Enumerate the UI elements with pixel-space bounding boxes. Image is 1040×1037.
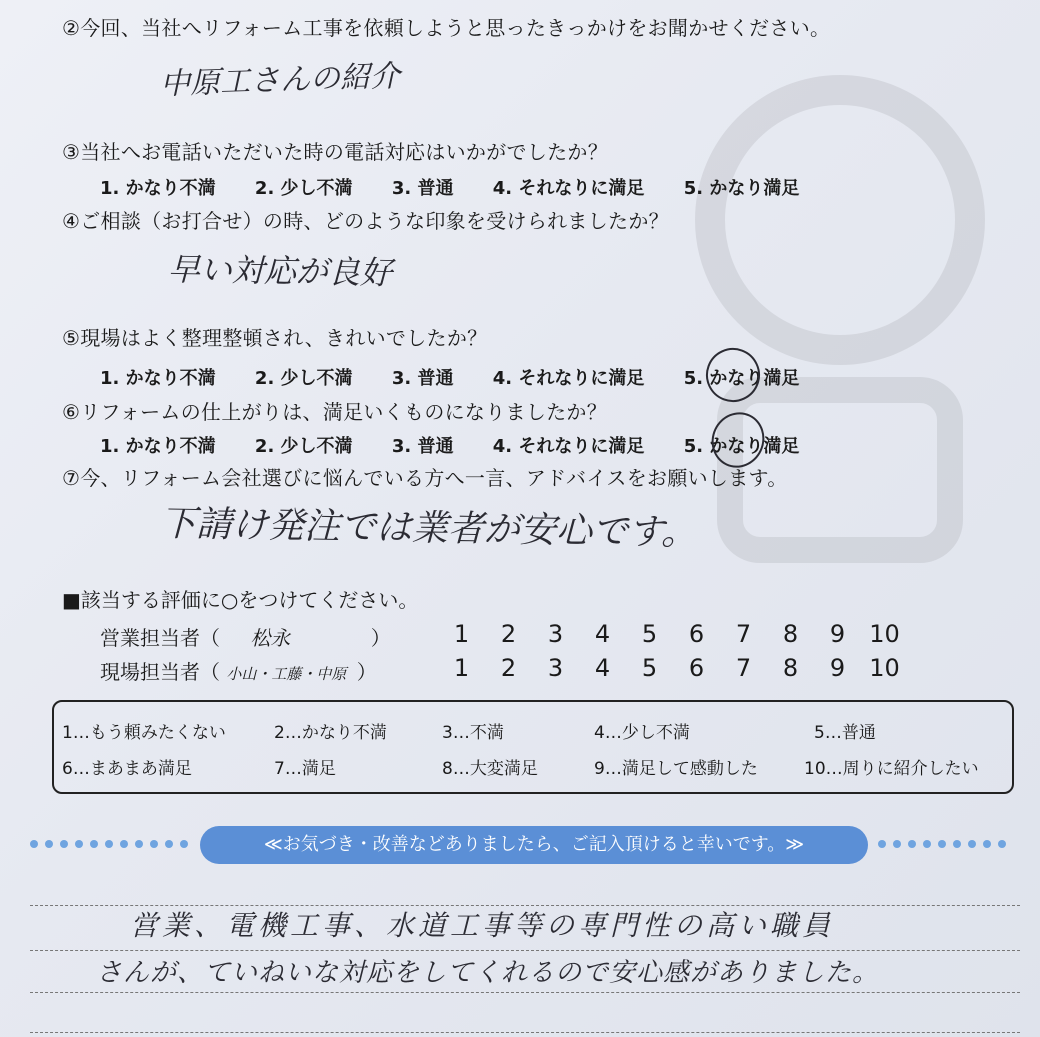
dot-row-left <box>30 838 188 850</box>
sales-staff-name: 松永 <box>250 626 291 650</box>
option-2[interactable]: 2. 少し不満 <box>254 368 353 389</box>
option-1[interactable]: 1. かなり不満 <box>100 178 216 199</box>
score-5[interactable]: 5 <box>641 654 658 682</box>
score-8[interactable]: 8 <box>782 620 799 648</box>
score-7[interactable]: 7 <box>735 654 752 682</box>
comment-rule <box>30 950 1020 951</box>
legend-7: 7…満足 <box>274 759 336 779</box>
option-3[interactable]: 3. 普通 <box>391 368 454 389</box>
option-5[interactable]: 5. かなり満足 <box>683 178 800 199</box>
dot-row-right <box>878 838 1006 850</box>
option-2[interactable]: 2. 少し不満 <box>254 436 353 457</box>
sales-staff-label: 営業担当者（ <box>100 626 220 650</box>
question-3: ③当社へお電話いただいた時の電話対応はいかがでしたか？ <box>62 140 609 164</box>
score-7[interactable]: 7 <box>735 620 752 648</box>
option-4[interactable]: 4. それなりに満足 <box>492 368 645 389</box>
option-2[interactable]: 2. 少し不満 <box>254 178 353 199</box>
site-staff-close: ） <box>356 660 377 684</box>
q6-options <box>100 432 799 458</box>
legend-2: 2…かなり不満 <box>274 723 387 743</box>
question-2: ②今回、当社へリフォーム工事を依頼しようと思ったきっかけをお聞かせください。 <box>62 16 831 40</box>
comment-line-1: 営業、電機工事、水道工事等の専門性の高い職員 <box>130 909 835 942</box>
answer-7-handwritten: 下請け発注では業者が安心です。 <box>159 503 698 554</box>
sales-staff-row <box>100 622 391 651</box>
option-5[interactable]: 5. かなり満足 <box>683 436 800 457</box>
rating-legend-box <box>52 700 1014 794</box>
q3-options <box>100 174 799 200</box>
score-3[interactable]: 3 <box>547 620 564 648</box>
comment-banner: ≪お気づき・改善などありましたら、ご記入頂けると幸いです。≫ <box>200 826 868 864</box>
option-5[interactable]: 5. かなり満足 <box>683 368 800 389</box>
score-2[interactable]: 2 <box>500 654 517 682</box>
legend-4: 4…少し不満 <box>594 723 690 743</box>
legend-8: 8…大変満足 <box>442 759 538 779</box>
site-staff-row <box>100 656 377 685</box>
score-4[interactable]: 4 <box>594 654 611 682</box>
score-10[interactable]: 10 <box>869 620 900 648</box>
score-6[interactable]: 6 <box>688 620 705 648</box>
score-3[interactable]: 3 <box>547 654 564 682</box>
sales-score-scale <box>438 620 908 648</box>
comment-rule <box>30 992 1020 993</box>
option-3[interactable]: 3. 普通 <box>391 436 454 457</box>
legend-10: 10…周りに紹介したい <box>804 759 979 779</box>
evaluation-heading: ■該当する評価に○をつけてください。 <box>62 588 419 612</box>
score-1[interactable]: 1 <box>453 654 470 682</box>
legend-6: 6…まあまあ満足 <box>62 759 192 779</box>
background-watermark <box>670 60 1000 620</box>
question-4: ④ご相談（お打合せ）の時、どのような印象を受けられましたか？ <box>62 209 669 233</box>
answer-4-handwritten: 早い対応が良好 <box>167 250 393 292</box>
score-9[interactable]: 9 <box>829 654 846 682</box>
score-10[interactable]: 10 <box>869 654 900 682</box>
legend-5: 5…普通 <box>814 723 876 743</box>
comment-rule <box>30 1032 1020 1033</box>
score-6[interactable]: 6 <box>688 654 705 682</box>
score-1[interactable]: 1 <box>453 620 470 648</box>
site-score-scale <box>438 654 908 682</box>
answer-2-handwritten: 中原工さんの紹介 <box>159 58 401 103</box>
score-9[interactable]: 9 <box>829 620 846 648</box>
question-5: ⑤現場はよく整理整頓され、きれいでしたか？ <box>62 326 488 350</box>
score-2[interactable]: 2 <box>500 620 517 648</box>
score-8[interactable]: 8 <box>782 654 799 682</box>
option-1[interactable]: 1. かなり不満 <box>100 368 216 389</box>
sales-staff-close: ） <box>370 626 391 650</box>
legend-3: 3…不満 <box>442 723 504 743</box>
q5-options <box>100 364 799 390</box>
score-4[interactable]: 4 <box>594 620 611 648</box>
legend-1: 1…もう頼みたくない <box>62 723 226 743</box>
legend-9: 9…満足して感動した <box>594 759 758 779</box>
comment-line-2: さんが、ていねいな対応をしてくれるので安心感がありました。 <box>96 958 880 988</box>
score-5[interactable]: 5 <box>641 620 658 648</box>
question-6: ⑥リフォームの仕上がりは、満足いくものになりましたか？ <box>62 400 608 424</box>
option-4[interactable]: 4. それなりに満足 <box>492 178 645 199</box>
option-1[interactable]: 1. かなり不満 <box>100 436 216 457</box>
site-staff-label: 現場担当者（ <box>100 660 220 684</box>
option-3[interactable]: 3. 普通 <box>391 178 454 199</box>
question-7: ⑦今、リフォーム会社選びに悩んでいる方へ一言、アドバイスをお願いします。 <box>62 466 788 490</box>
site-staff-name: 小山・工藤・中原 <box>226 665 347 683</box>
option-4[interactable]: 4. それなりに満足 <box>492 436 645 457</box>
